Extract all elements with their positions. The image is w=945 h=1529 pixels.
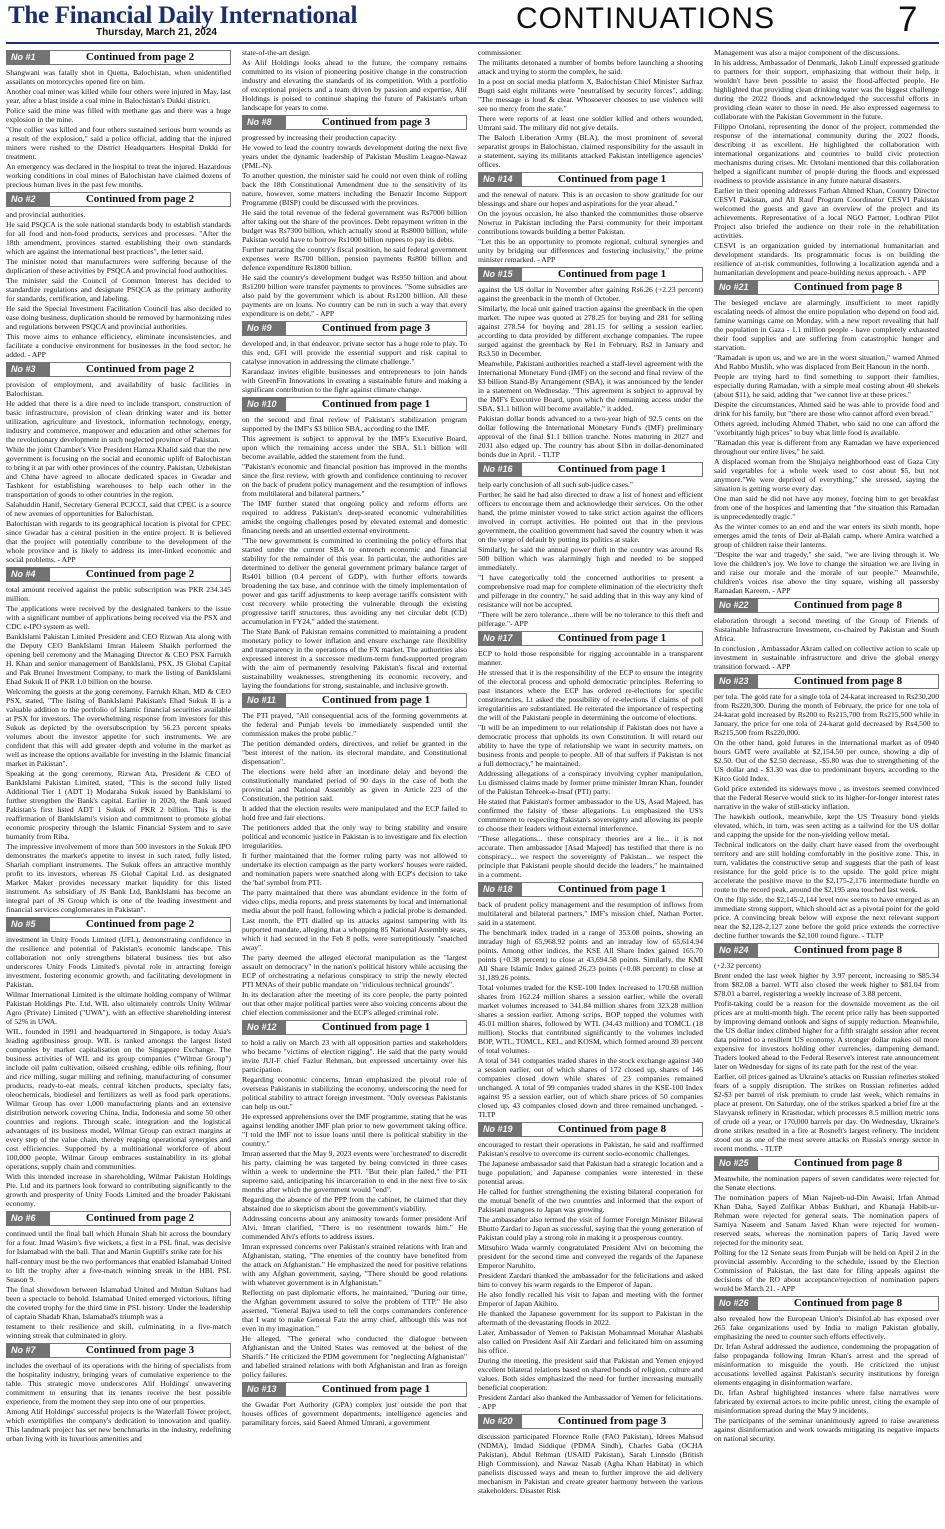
news-story: [6, 917, 231, 1208]
story-number-tag: No #5: [6, 917, 50, 932]
news-story: [478, 882, 703, 1119]
continued-from-label: Continued from page 1: [286, 1020, 467, 1035]
story-paragraph: A total of 341 companies traded shares in the stock exchange against 340 a session earlier, out of which shares of 172 closed up, shares of 146 companies closed down while shares of 23 companies remained unchanged. A total of 99 companies traded shares in the KSE-100 Index against 95 a session earlier, out of which share prices of 50 companies closed up, 43 companies closed down and three remained unchanged. - TLTP: [478, 1056, 703, 1119]
news-story: [6, 50, 231, 189]
story-header: [714, 1156, 939, 1171]
story-paragraph: the Gwadar Port Authority (GPA) complex just outside the port that houses offices of government departments, intelligence agencies and paramilitary forces, said Saeed Ahmed Umrani, a government: [242, 1400, 467, 1427]
story-paragraph: With this intended increase in shareholding, Wilmar Pakistan Holdings Pte. Ltd and its partners look forward to contributing significantly to the growth and prosperity of Unity Foods Limited and the broader Pakistani economy.: [6, 1172, 231, 1208]
story-paragraph: Others agreed, including Ahmed Thabet, who said no one can afford the "exorbitantly high prices" to buy what little food is available.: [714, 419, 939, 437]
news-story: [714, 280, 939, 595]
story-paragraph: Later, Ambassador of Yemen to Pakistan Mohammad Motahar Alashabi also called on President Asif Ali Zardari and felicitated him on assuming his office.: [478, 1328, 703, 1355]
continued-from-label: Continued from page 2: [50, 1211, 231, 1226]
news-story: [478, 1414, 703, 1495]
story-number-tag: No #9: [242, 321, 286, 336]
news-story: [478, 462, 703, 628]
story-paragraph: The petition demanded orders, directives, and relief be granted in the "best interest of the nation, its electoral mandate, and Constitutional dispensation".: [242, 739, 467, 766]
story-paragraph: The benchmark index traded in a range of 353.08 points, showing an intraday high of 65,968.92 points and an intraday low of 65,614.94 points. Among other indices, the KSE All Share Index gained 165.70 points (+0.38 percent) to close at 43,694.58 points. Similarly, the KMI All Share Islamic Index gained 26.23 points (+0.08 percent) to close at 31,189.26 points.: [478, 928, 703, 982]
story-paragraph: Further narrating the country's fiscal position, he said federal government expenses were Rs700 billion, pension payments Rs800 billion and defence expenditure Rs1800 billion.: [242, 245, 467, 272]
story-paragraph: During the meeting, the president said that Pakistan and Yemen enjoyed excellent bilateral relations based on shared bonds of religion, culture and values. Both sides emphasized the need for further increasing mutually beneficial cooperation.: [478, 1356, 703, 1392]
story-paragraph: On the joyous occasion, he also thanked the communities those observe Nowruz in Pakistan including the Parsi community for their important contributions towards building a better Pakistan.: [478, 209, 703, 236]
story-paragraph: In a post on social media platform X, Balochistan Chief Minister Sarfraz Bugti said eight militants were "neutralised by security forces", adding: "The message is loud & clear. Whosoever chooses to use violence will see no mercy from the state.": [478, 77, 703, 113]
story-paragraph: The final showdown between Islamabad United and Multan Sultans had been a spectacle to behold. Islamabad United emerged victorious, lifting the coveted trophy for the third time in PSL history. Under the leadership of captain Shadab Khan, Islamabad's triumph was a: [6, 1285, 231, 1321]
story-paragraph: testament to their resilience and skill, culminating in a five-match winning streak that culminated in glory.: [6, 1322, 231, 1340]
story-header: [6, 362, 231, 377]
story-paragraph: Police said the mine was filled with methane gas and there was a huge explosion in the mine.: [6, 106, 231, 124]
story-number-tag: No #19: [478, 1122, 522, 1137]
news-story: [714, 674, 939, 940]
story-paragraph: He said PSQCA is the sole national standards body to establish standards for all food and non-food products, services and processes. "After the 18th amendment, provinces started establishing their own standards which are against the international best practices", the letter said.: [6, 220, 231, 256]
story-paragraph: Imran expressed concerns over Pakistan's strained relations with Iran and Afghanistan, stating, "The enemies of the country have benefited from the attack on Afghanistan." He emphasized the need for positive relations with any Afghan government, saying, "There should be good relations with whatever government is in Afghanistan.": [242, 1242, 467, 1287]
news-story: [242, 397, 467, 690]
column-3: [478, 48, 703, 1526]
story-header: [6, 917, 231, 932]
story-paragraph: The IMF further stated that ongoing policy and reform efforts are required to address Pakistan's deep-seated economic vulnerabilities amidst the ongoing challenges posed by elevated external and domestic financing needs and an unsettled external environment.: [242, 499, 467, 535]
story-paragraph: Brent ended the last week higher by 3.97 percent, increasing to $85.34 from $82.08 a barrel. WTI also closed the week higher to $81.04 from $78.01 a barrel, registering a weekly increase of 3.88 percent.: [714, 971, 939, 998]
story-header: [242, 1382, 467, 1397]
story-paragraph: As the winter comes to an end and the war enters its sixth month, hope emerges amid the tents of Deir al-Balah camp, where Amira watched a group of children raise their lanterns.: [714, 522, 939, 549]
story-header: [478, 882, 703, 897]
continued-from-label: Continued from page 8: [758, 1296, 939, 1311]
story-paragraph: Meanwhile, the nomination papers of seven candidates were rejected for the Senate elections.: [714, 1174, 939, 1192]
story-header: [478, 631, 703, 646]
story-paragraph: Addressing allegations of a conspiracy involving cypher manipulation, Lu dismissed claims made by former prime minister Imran Khan, founder of the Pakistan Tehreek-e-Insaf (PTI) party.: [478, 769, 703, 796]
story-paragraph: back of prudent policy management and the resumption of inflows from multilateral and bilateral partners," IMF's mission chief, Nathan Porter, said in a statement.: [478, 900, 703, 927]
story-paragraph: He called for further strengthening the existing bilateral cooperation for the mutual benefit of the two countries and informed that the export of Pakistani mangoes to Japan was growing.: [478, 1187, 703, 1214]
story-paragraph: The impressive involvement of more than 500 investors in the Sukuk IPO demonstrates the market's appetite to invest in such rated, fully listed, Shariah compliant instruments. The Sukuk offers an attractive monthly profit to its investors, whereas JS Global Capital Ltd. as designated Market Maker provides necessary market liquidity for this listed instrument. As subsidiary of JS Bank Ltd, BankIslami has become an integral part of JS Group which is one of the leading investment and financial services conglomerates in Pakistan".: [6, 842, 231, 914]
column-2: [242, 48, 467, 1526]
continued-from-label: Continued from page 3: [522, 1414, 703, 1429]
news-story: [242, 1382, 467, 1427]
story-number-tag: No #22: [714, 598, 758, 613]
story-paragraph: President Zardari also thanked the Ambassador of Yemen for felicitations. - APP: [478, 1393, 703, 1411]
story-paragraph: discussion participated Florence Rolle (FAO Pakistan), Idrees Mahsud (NDMA), Imdad Siddique (PDMA Sindh), Charles Gaba (OCHA Pakistan), Abdul Rehman (USAID Pakistan), Sarah Linnsdo (British High Commission), and Nawaz Nasab (Agha Khan Habitat) in which panelists discussed ways and mean to further improve the aid delivery mechanism in Pakistan and create greater harmony between the various stakeholders. Disaster Risk: [478, 1432, 703, 1495]
story-number-tag: No #13: [242, 1382, 286, 1397]
story-number-tag: No #18: [478, 882, 522, 897]
story-paragraph: ECP to hold those responsible for rigging accountable in a transparent manner.: [478, 649, 703, 667]
story-paragraph: Last month, the PTI dialled up its attacks against tampering with its purported mandate, alleging that a whopping 85 National Assembly seats, which it had secured in the Feb 8 polls, were surreptitiously "snatched away".: [242, 916, 467, 952]
story-paragraph: An emergency was declared in the hospital to treat the injured. Hazardous working conditions in coal mines of Balochistan have claimed dozens of precious human lives in the past few months.: [6, 162, 231, 189]
story-paragraph: He said the total revenue of the federal government was Rs7000 billion after taking out the share of the provinces. Debt repayment written in the budget was Rs7300 billion, which actually stood at Rs8000 billion, while Pakistan would have to borrow Rs1000 billion rupees to pay its debts.: [242, 208, 467, 244]
story-header: [478, 462, 703, 477]
story-paragraph: Despite the circumstances, Ahmed said he was able to provide food and drink for his family, but "there are those who cannot afford even bread.": [714, 400, 939, 418]
story-number-tag: No #26: [714, 1296, 758, 1311]
continued-from-label: Continued from page 1: [522, 631, 703, 646]
story-paragraph: progressed by increasing their production capacity.: [242, 133, 397, 142]
story-paragraph: He also fondly recalled his visit to Japan and meeting with the former Emperor of Japan Akihito.: [478, 1290, 703, 1308]
story-paragraph: Addressing concerns about any animosity towards former president Arif Alvi, Imran clarified, "There is no resentment towards him." He commended Alvi's efforts to address issues.: [242, 1214, 467, 1241]
header-rule: [6, 42, 939, 44]
story-paragraph: Dr. Irfan Ashraf highlighted instances where false narratives were fabricated by external actors to incite public unrest, citing the example of misinformation spread during the May 9 incidents.: [714, 1388, 939, 1415]
story-paragraph: It further maintained that the former ruling party was not allowed to undertake its election campaign as the party workers' houses were raided, and nomination papers were snatched along with ECP's decision to take the 'bat' symbol from PTI.: [242, 851, 467, 887]
story-paragraph: Karandaaz invites eligible businesses and entrepreneurs to join hands with GreenFin Innovations in creating a sustainable future and making a significant contribution to the fight against climate change.: [242, 367, 467, 394]
continued-from-label: Continued from page 1: [522, 462, 703, 477]
continued-from-label: Continued from page 2: [50, 567, 231, 582]
news-story: [478, 48, 703, 169]
story-paragraph: President Zardari thanked the ambassador for the felicitations and asked him to convey his warm regards to the Emperor of Japan.: [478, 1271, 703, 1289]
news-story: [6, 567, 231, 914]
story-number-tag: No #14: [478, 172, 522, 187]
story-header: [242, 321, 467, 336]
masthead: [0, 0, 945, 44]
story-paragraph: Earlier, oil prices gained as Ukraine's attacks on Russian refineries stoked fears of a supply disruption. The strikes on Russian refineries added $2-$3 per barrel of risk premium to crude last week, which remains in place at present. On Saturday, one of the strikes sparked a brief fire at the Slavyansk refinery in Krasnodar, which processes 8.5 million metric tons of crude oil a year, or 170,000 barrels per day. On Wednesday, Ukraine's drone strikes resulted in a fire at Rosneft's largest refinery. The incident stood out as one of the most severe attacks on Russia's energy sector in recent months. - TLTP: [714, 1072, 939, 1153]
story-paragraph: "Ramadan this year is different from any Ramadan we have experienced throughout our entire lives," he said.: [714, 438, 939, 456]
story-paragraph: and the renewal of nature. This is an occasion to show gratitude for our blessings and share our hopes and aspirations for the year ahead.": [478, 190, 703, 208]
story-paragraph: investment in Unity Foods Limited (UFL), demonstrating confidence in the resilience and potential of Pakistan's economic landscape. This collaboration not only strengthens bilateral business ties but also underscores Unity Foods Limited's pivotal role in attracting foreign investment, fostering economic growth, and facilitating development in Pakistan.: [6, 935, 231, 989]
story-paragraph: There were reports of at least one soldier killed and others wounded, Umrani said. The military did not give details.: [478, 114, 703, 132]
news-story: [478, 1122, 703, 1411]
story-paragraph: Management was also a major component of the discussions.: [714, 48, 900, 57]
story-paragraph: help early conclusion of all such sub-judice cases.": [478, 480, 633, 489]
issue-date: Thursday, March 21, 2024: [96, 27, 217, 38]
story-paragraph: He expressed apprehensions over the IMF programme, stating that he was against lending another IMF plan prior to new government taking office. "I told the IMF not to issue loans until there is political stability in the country.": [242, 1112, 467, 1148]
news-story: [714, 1296, 939, 1443]
story-number-tag: No #7: [6, 1343, 50, 1358]
story-paragraph: also revealed how the European Union's DisinfoLab has exposed over 265 fake organizations used by India to malign Pakistan globally, emphasizing the need to counter such efforts effectively.: [714, 1314, 939, 1341]
story-paragraph: developed and, in that endeavor, private sector has a huge role to play. To this end, GFI will provide the essential support and risk capital to catalyse innovation in addressing the climate challenge.": [242, 339, 467, 366]
story-header: [478, 1414, 703, 1429]
continued-from-label: Continued from page 2: [50, 192, 231, 207]
continued-from-label: Continued from page 1: [286, 397, 467, 412]
story-header: [478, 267, 703, 282]
story-header: [6, 1343, 231, 1358]
story-number-tag: No #4: [6, 567, 50, 582]
news-story: [478, 267, 703, 459]
story-paragraph: "There will be zero tolerance...there will be no tolerance to this theft and pilferage."- APP: [478, 610, 703, 628]
story-paragraph: The State Bank of Pakistan remains committed to maintaining a prudent monetary policy to lower inflation and ensure exchange rate flexibility and transparency in the operations of the FX market. The authorities also expressed interest in a successor medium-term fund-supported program with the aim of permanently resolving Pakistan's fiscal and external sustainability weaknesses, strengthening its economic recovery, and laying the foundations for strong, sustainable, and inclusive growth.: [242, 627, 467, 690]
continued-from-label: Continued from page 3: [50, 1343, 231, 1358]
story-paragraph: total amount received against the public subscription was PKR 234.345 million.: [6, 585, 231, 603]
story-header: [242, 397, 467, 412]
story-paragraph: commissioner.: [478, 48, 523, 57]
news-story: [714, 48, 939, 277]
story-paragraph: The militants detonated a number of bombs before launching a shooting attack and trying to storm the complex, he said.: [478, 58, 703, 76]
story-paragraph: The party deemed the alleged electoral manipulation as the "largest assault on democracy" in the nation's political history while accusing the ECP of orchestrating a nefarious conspiracy to strip the newly elected PTI MNAs of their public mandate on "ridiculous technical grounds".: [242, 953, 467, 989]
story-header: [714, 943, 939, 958]
story-paragraph: A displaced woman from the Shujaiya neighborhood east of Gaza City said vegetables for a whole week used to cost about $5, but not anymore."We were deprived of everything," she stressed, saying the situation is getting worse every day.: [714, 457, 939, 493]
story-paragraph: The minister noted that manufacturers were suffering because of the duplication of these activities by PSQCA and provincial food authorities.: [6, 257, 231, 275]
story-paragraph: Among Alif Holdings' successful projects is the Waterfall Tower project, which exemplifies the company's dedication to innovation and quality. This landmark project has set new benchmarks in the industry, redefining urban living with its luxurious amenities and: [6, 1407, 231, 1443]
story-header: [714, 280, 939, 295]
story-paragraph: Gold price extended its sideways move , as investors seemed convinced that the Federal Reserve would stick to its higher-for-longer interest rates narrative in the wake of still-sticky inflation.: [714, 784, 939, 811]
news-story: [714, 943, 939, 1153]
story-paragraph: He alleged, "The general who conducted the dialogue between Afghanistan and the United States was removed at the behest of the Sharifs." He criticized the PDM government for "neglecting Afghanistan" and labelled strained relations with both Afghanistan and Iran as foreign policy failures.: [242, 1334, 467, 1379]
story-paragraph: to hold a rally on March 23 with all opposition parties and stakeholders who became "victims of election rigging". He said that the party would invite JUI-F chief Fazlur Rehman, but expressed uncertainty over his participation.: [242, 1038, 467, 1074]
story-paragraph: The petitioners added that the only way to bring stability and ensure political and economic justice in Pakistan is to investigate and fix election irregularities.: [242, 823, 467, 850]
section-title: CONTINUATIONS: [516, 2, 776, 35]
story-header: [714, 1296, 939, 1311]
continued-from-label: Continued from page 1: [286, 1382, 467, 1397]
story-paragraph: People are trying hard to find something to support their families, especially during Ramadan, with a simple meal costing about 40 shekels (about $11), he said, adding that "we cannot live at these prices.": [714, 372, 939, 399]
news-story: [478, 172, 703, 264]
continued-from-label: Continued from page 2: [50, 362, 231, 377]
story-header: [714, 674, 939, 689]
story-paragraph: Filippo Ortolani, representing the donor of the project, commended the response of the international community during the 2022 floods, describing it as excellent. He highlighted the collaboration with international organizations and countries to build civic protection mechanisms during crises. Mr. Ortolani mentioned that this collaboration helped a significant number of people during the floods and expressed readiness to provide assistance in any future natural disasters.: [714, 122, 939, 185]
story-paragraph: "I have categorically told the concerned authorities to present a comprehensive road map for complete elimination of the electricity theft and pilferage in the country," he said adding that in this way any kind of resistance will not be accepted.: [478, 573, 703, 609]
story-paragraph: The participants of the seminar unanimously agreed to raise awareness against disinformation and work towards mitigating its negative impacts on national security.: [714, 1416, 939, 1443]
story-paragraph: The besieged enclave are alarmingly insufficient to meet rapidly escalating needs of almost the entire population who depend on food aid, famine warnings came on Monday, with a new report revealing that half the population in Gaza - 1.1 million people - have completely exhausted their food supplies and are suffering from catastrophic hunger and starvation.: [714, 298, 939, 352]
story-paragraph: The minister said the Council of Common Interest has decided to standardize regulations and designate PSQCA as the primary authority for standards, certification, and labeling.: [6, 276, 231, 303]
story-paragraph: Pakistan dollar bonds advanced to a two-year high of 92.5 cents on the dollar following the International Monetary Fund's (IMF) preliminary approval of the final $1.1 billion tranche. Notes maturing in 2027 and 2031 also edged up. The country has about $1bn in dollar-denominated bonds due in April. - TLTP: [478, 414, 703, 459]
news-story: [478, 631, 703, 879]
story-number-tag: No #16: [478, 462, 522, 477]
story-paragraph: Profit-taking could be a reason for the downside movement as the oil prices are at multi-month high. The recent price rally has been supported by improving demand outlook and signs of supply reduction. Meanwhile, the US dollar index climbed higher for a fifth straight session after recent data pointed to a resilient US economy. A stronger dollar makes oil more expensive for investors holding other currencies, dampening demand. Traders looked ahead to the Federal Reserve's interest rate announcement later on Wednesday for signs of its rate path for the rest of the year.: [714, 999, 939, 1071]
story-paragraph: He stressed that it is the responsibility of the ECP to ensure the integrity of the electoral process and uphold democratic principles. Referring to past instances where the ECP has ordered re-elections for specific constituencies, Lt asked the possibility of re-elections if claims of poll irregularities are substantiated. He reiterated the importance of respecting the will of the Pakistani people in determining the outcome of elections.: [478, 668, 703, 722]
story-paragraph: (+2.32 percent): [714, 961, 761, 970]
story-paragraph: Wilmar International Limited is the ultimate holding company of Wilmar Pakistan Holdings Pte. Ltd. WIL also ultimately controls Unity Wilmar Agro (Private) Limited ("UWA"), with an effective shareholding interest of 52% in UWA.: [6, 990, 231, 1026]
story-paragraph: The elections were held after an inordinate delay and beyond the constitutionally mandated period of 90 days in the case of both the provincial and National Assembly as given in Article 223 of the Constitution, the petition said.: [242, 767, 467, 803]
news-story: [6, 192, 231, 359]
continued-from-label: Continued from page 2: [50, 50, 231, 65]
story-number-tag: No #12: [242, 1020, 286, 1035]
story-paragraph: He said the country's development budget was Rs950 billion and about Rs1200 billion were transfer payments to provinces. "Some subsidies are also paid by the government which is about Rs1200 billion. All these payments are on loans. No country can be run in such a way that every expenditure is on debt," - APP: [242, 273, 467, 318]
continued-from-label: Continued from page 1: [286, 693, 467, 708]
story-paragraph: The Baloch Liberation Army (BLA), the most prominent of several separatist groups in Balochistan, claimed responsibility for the assault in a statement, saying its militants attacked Pakistan intelligence agencies' offices.: [478, 133, 703, 169]
story-header: [714, 598, 939, 613]
news-story: [6, 362, 231, 564]
story-paragraph: encouraged to restart their operations in Pakistan, he said and reaffirmed Pakistan's resolve to overcome its current socio-economic challenges.: [478, 1140, 703, 1158]
continued-from-label: Continued from page 1: [522, 882, 703, 897]
story-header: [242, 693, 467, 708]
story-number-tag: No #15: [478, 267, 522, 282]
story-header: [6, 192, 231, 207]
continued-from-label: Continued from page 8: [758, 280, 939, 295]
story-paragraph: This move aims to enhance efficiency, eliminate inconsistencies, and facilitate a conducive environment for businesses in the food sector, he added. - APP: [6, 332, 231, 359]
story-number-tag: No #24: [714, 943, 758, 958]
story-paragraph: Similarly, the local unit gained traction against the greenback in the open market. The rupee was quoted at 278.25 for buying and 281 for selling against 278.54 for buying and 281.15 for selling a session earlier, according to data provided by different exchange companies. The rupee surged against the greenback by Re1 in February, Rs2 in January and Rs3.50 in December.: [478, 304, 703, 358]
story-paragraph: WIL, founded in 1991 and headquartered in Singapore, is today Asia's leading agribusiness group. WIL is ranked amongst the largest listed companies by market capitalisation on the Singapore Exchange. The business activities of WIL and its group companies ("Wilmar Group") include oil palm cultivation, oilseed crushing, edible oils refining, flour and rice milling, sugar milling and refining, manufacturing of consumer products, ready-to-eat meals, central kitchen products, specialty fats, oleochemicals, biodiesel and fertilizers as well as food park operations. Wilmar Group has over 1,000 manufacturing plants and an extensive distribution network covering China, India, Indonesia and some 50 other countries and regions. Through scale, integration and the logistical advantages of its business model, Wilmar Group can extract margins at every step of the value chain, thereby reaping operational synergies and cost efficiencies. Supported by a multinational workforce of about 100,000 people, Wilmar Group embraces sustainability in its global operations, supply chain and communities.: [6, 1027, 231, 1171]
story-number-tag: No #6: [6, 1211, 50, 1226]
story-paragraph: He thanked the Japanese government for its support to Pakistan in the aftermath of the devastating floods in 2022.: [478, 1309, 703, 1327]
story-paragraph: Dr. Irfan Ashraf addressed the audience, condemning the propagation of false propaganda following Imran Khan's arrest and the spread of misinformation to misguide the youth. He criticized the unjust accusations levelled against Pakistan's security institutions by foreign elements engaging in disinformation warfare.: [714, 1342, 939, 1387]
news-story: [242, 48, 467, 112]
news-story: [714, 1156, 939, 1293]
story-paragraph: Similarly, he said the annual power theft in the country was around Rs 500 billion which was alarmingly high and needed to be stopped immediately.: [478, 545, 703, 572]
story-paragraph: against the US dollar in November after gaining Rs6.26 (+2.23 percent) against the greenback in the month of October.: [478, 285, 703, 303]
story-paragraph: To another question, the minister said he could not even think of rolling back the 18th Constitutional Amendment due to the sensitivity of its nature, however, some matters including the Benazir Income Support Programme (BISP) could be discussed with the provinces.: [242, 171, 467, 207]
story-paragraph: Shangwani was fatally shot in Quetta, Balochistan, when unidentified assailants on motorcycles opened fire on him.: [6, 68, 231, 86]
story-paragraph: The nomination papers of Mian Najeeb-ud-Din Awaisi, Irfan Ahmad Khan Daha, Sayed Zulfikar Abbas Bukhari, and Khanaja Habib-ur-Rehman were rejected for general seats. The nomination papers of Samiya Naseem and Sanam Javed Khan were rejected for women-reserved seats, whereas the nomination papers of Tariq Javed were rejected for the minority seat.: [714, 1193, 939, 1247]
story-paragraph: includes the overhaul of its operations with the hiring of specialists from the hospitality industry, bringing years of cumulative experience to the table. This strategic move underscores Alif Holdings' unwavering commitment to ensuring that its tenants receive the best possible experience, from the moment they step into one of our properties.: [6, 1361, 231, 1406]
story-paragraph: on the second and final review of Pakistan's stabilization program supported by the IMF's $3 billion SBA, according to the IMF.: [242, 415, 467, 433]
story-paragraph: Reflecting on past diplomatic efforts, he maintained, "During our time, the Afghan government assured to solve the problem of TTP." He also asserted, "General Bajwa used to tell the corps commanders conference that I want to make General Faiz the army chief, although this was not even in my imagination.": [242, 1288, 467, 1333]
story-paragraph: Total volumes traded for the KSE-100 Index increased to 170.68 million shares from 162.24 million shares a session earlier, while the overall market volumes increased to 341.84 million shares from 323.28 million shares a session earlier. Among scrips, BOP topped the volumes with 45.01 million shares, followed by WTL (34.43 million) and TOMCL (18 million). Stocks that contributed significantly to the volumes included BOP, WTL, TOMCL, KEL, and KOSM, which formed around 39 percent of total volumes.: [478, 983, 703, 1055]
story-paragraph: This agreement is subject to approval by the IMF's Executive Board, upon which the remaining access under the SBA, $1.1 billion will become available, added the statement from the fund.: [242, 434, 467, 461]
story-paragraph: Balochistan with regards to its geographical location is pivotal for CPEC since Gwadar has a central position in the entire project. It is believed that the project will potentially contribute to the development of the whole province and is likely to address its inter-linked economic and social problems. - APP: [6, 519, 231, 564]
continued-from-label: Continued from page 8: [758, 943, 939, 958]
story-number-tag: No #2: [6, 192, 50, 207]
story-paragraph: Earlier in their opening addresses Farhan Ahmed Khan, Country Director CESVI Pakistan, and Ali Rauf Program Coordinator CESVI Pakistan welcomed the guests and gave an overview of the project and its achievements. Representative of a local NGO Partner, Lodhran Pilot Project also briefed the audience on their role in the rehabilitation activities.: [714, 186, 939, 240]
story-header: [478, 172, 703, 187]
story-paragraph: While the joint Chamber's Vice President Hamza Khalid said that the new government is focusing on the social and economic uplift of Balochistan to bring it at par with other provinces of the country. Pakistan, Uzbekistan and China have agreed to allocate dedicated spaces in Gwadar and Tashkent for establishing warehouses to help each other in the transportation of goods to other countries in the region.: [6, 445, 231, 499]
story-paragraph: "The new government is committed to continuing the policy efforts that started under the current SBA to entrench economic and financial stability for the remainder of this year. In particular, the authorities are determined to deliver the general government primary balance target of Rs401 billion (0.4 percent of GDP), with further efforts towards broadening the tax base, and continue with the timely implementation of power and gas tariff adjustments to keep average tariffs consistent with cost recovery while protecting the vulnerable through the existing progressive tariff structures, thus avoiding any net circular debt (CD) accumulation in FY24," added the statement.: [242, 536, 467, 626]
story-number-tag: No #3: [6, 362, 50, 377]
newspaper-logo[interactable]: The Financial Daily International: [8, 2, 358, 29]
story-paragraph: He said the Special Investment Facilitation Council has also decided to ease doing business, duplication should be removed by harmonizing rules and regulations between PSQCA and provincial authorities.: [6, 304, 231, 331]
column-1: [6, 48, 231, 1526]
continued-from-label: Continued from page 8: [758, 598, 939, 613]
story-paragraph: Regarding economic concerns, Imran emphasized the pivotal role of overseas Pakistanis in stabilizing the economy, underscoring the need for political stability to attract foreign investment. "Only overseas Pakistanis can help us out.": [242, 1075, 467, 1111]
story-paragraph: In conclusion , Ambassador Akram called on collective action to scale up investment in sustainable infrastructure and drive the global energy transition forward. - APP: [714, 644, 939, 671]
story-paragraph: "It will be an impediment to our relationship if Pakistan does not have a democratic process that upholds its own Constitution. It will retard our ability to have the type of relationship we want in security matters, on business fronts and people to people. All of that suffers if Pakistan is not a full democracy," he maintained.: [478, 723, 703, 768]
story-paragraph: The PTI prayed, "All consequential acts of the forming governments at the federal and Punjab levels be immediately suspended until the commission makes the probe public.": [242, 711, 467, 738]
story-paragraph: Imran asserted that the May 9, 2023 events were 'orchestrated' to discredit his party, claiming he was targeted by being convicted in three cases within a week to undermine the PTI. "But their plan failed," the PTI supremo said, anticipating his incarceration to end in the next five to six months after which the government would "end".: [242, 1149, 467, 1194]
continued-from-label: Continued from page 8: [522, 1122, 703, 1137]
news-story: [714, 598, 939, 671]
news-story: [242, 115, 467, 318]
story-paragraph: Further, he said he had also directed to draw a list of honest and efficient officers to encourage them and acknowledge their services. On the other hand, the prime minister vowed to take strict action against the officers involved in corrupt activities. He pointed out that in the previous government, the coalition government had saved the country when it was on the verge of default by putting its politics at stake.: [478, 490, 703, 544]
story-paragraph: "Ramadan is upon us, and we are in the worst situation," warned Ahmed Abd Rabbo Muslih, who was displaced from Beit Hanoun in the north.: [714, 353, 939, 371]
story-paragraph: "These allegations... these conspiracy theories are a lie... it is not accurate. Then ambassador [Asad Majeed] has testified that there is no conspiracy... we respect the sovereignty of Pakistan... we respect the principle that Pakistani people should decide the leaders," he maintained in a comment.: [478, 834, 703, 879]
news-story: [242, 321, 467, 394]
story-paragraph: Mitsuhiro Wada warmly congratulated President Alvi on becoming the president for the second time and conveyed the regards of the Japanese Emperor Naruhito.: [478, 1243, 703, 1270]
story-header: [242, 1020, 467, 1035]
continued-from-label: Continued from page 8: [758, 674, 939, 689]
news-story: [242, 1020, 467, 1379]
story-paragraph: and provincial authorities.: [6, 210, 86, 219]
story-paragraph: As Alif Holdings looks ahead to the future, the company remains committed to its vision of pioneering positive change in the construction industry and elevating the standards of its competition. With a portfolio of exceptional projects and a team driven by passion and expertise, Alif Holdings is poised to continue shaping the future of Pakistan's urban landscape for years to come.: [242, 58, 467, 112]
story-paragraph: In its declaration after the meeting of its core people, the party pointed out that other major political parties were also voicing concerns about the chief election commissioner and the ECP's alleged criminal role.: [242, 990, 467, 1017]
story-header: [478, 1122, 703, 1137]
story-paragraph: Welcoming the guests at the gong ceremony, Farrukh Khan, MD & CEO PSX, stated, "The listing of BankIslami Pakistan's Ehad Sukuk II is a valuable addition to the portfolio of Islamic financial securities available at PSX for investors. The overwhelming response from investors for this Sukuk as depicted by the oversubscription by 56.23 percent speaks volumes about the investor appetite for such instruments. We are confident that this will add greater depth and volume in the market as well as increase the options available for investing in the Islamic financial market in Pakistan".: [6, 687, 231, 768]
story-number-tag: No #25: [714, 1156, 758, 1171]
continued-from-label: Continued from page 8: [758, 1156, 939, 1171]
continued-from-label: Continued from page 1: [522, 172, 703, 187]
story-number-tag: No #8: [242, 115, 286, 130]
column-4: [714, 48, 939, 1526]
story-paragraph: One man said he did not have any money, forcing him to get breakfast from one of the hospices and lamenting that "the situation this Ramadan is unprecedentedly tragic.": [714, 494, 939, 521]
story-header: [242, 115, 467, 130]
story-paragraph: In his address, Ambassador of Denmark, Jakob Linulf expressed gratitude to partners for their support, emphasizing that without their help, it wouldn't have been possible to assist the flood-affected people. He highlighted that providing clean drinking water was the biggest challenge during the 2022 floods and acknowledged the successful efforts in providing clean water to those in need. He also expressed eagerness to collaborate with the Pakistan Government in the future.: [714, 58, 939, 121]
story-header: [6, 567, 231, 582]
story-header: [6, 1211, 231, 1226]
story-paragraph: provision of employment, and availability of basic facilities in Balochistan.: [6, 380, 231, 398]
story-paragraph: Technical indicators on the daily chart have eased from the overbought territory and are still holding comfortably in the positive zone. This, in turn, validates the constructive setup and suggests that the path of least resistance for the gold price is to the upside. The gold price might accelerate the positive move to the $2,175-2,176 intermediate hurdle en route to the record peak, around the $2,195 area touched last week.: [714, 840, 939, 894]
story-number-tag: No #10: [242, 397, 286, 412]
page-number: 7: [898, 0, 918, 39]
story-paragraph: half-century must be the two performances that enabled Islamabad United to lift the trophy after a five-match winning streak in the HBL PSL Season 9.: [6, 1257, 231, 1284]
continued-from-label: Continued from page 1: [522, 267, 703, 282]
story-paragraph: He vowed to lead the country towards development during the next five years under the dynamic leadership of Pakistan Muslim League-Nawaz (PML-N).: [242, 143, 467, 170]
story-paragraph: Polling for the 12 Senate seats from Punjab will be held on April 2 in the provincial assembly. According to the schedule, issued by the Election Commission of Pakistan, the last date for filing appeals against the decisions of the RO about acceptance/rejection of nomination papers would be March 21. - APP: [714, 1248, 939, 1293]
story-paragraph: Speaking at the gong ceremony, Rizwan Ata, President & CEO of BankIslami Pakistan Limited, stated, "This is the second fully listed Additional Tier 1 (ADT 1) Modaraba Sukuk issued by BankIslami to further strengthen the Bank's capital. Earlier in 2020, the Bank issued Pakistan's first listed ADT 1 Sukuk of PKR 2 billion. This is the reaffirmation of BankIslami's vision and commitment to promote global economic prosperity through the Islamic Financial System and to save humanity from Riba.: [6, 769, 231, 841]
news-columns: [6, 48, 939, 1526]
story-number-tag: No #23: [714, 674, 758, 689]
story-paragraph: "Let this be an opportunity to promote regional, cultural synergies and unity by bridging our differences and fostering inclusivity," the prime minister remarked. - APP: [478, 237, 703, 264]
story-paragraph: Another coal miner was killed while four others were injured in May, last year, after a blast inside a coal mine in Balochistan's Dukki district.: [6, 87, 231, 105]
news-story: [6, 1211, 231, 1340]
story-paragraph: "Pakistan's economic and financial position has improved in the months since the first review, with growth and confidence continuing to recover on the back of prudent policy management and the resumption of inflows from multilateral and bilateral partners.": [242, 462, 467, 498]
continued-from-label: Continued from page 3: [286, 115, 467, 130]
story-paragraph: elaboration through a second meeting of the Group of Friends of Sustainable Infrastructure Investment, co-chaired by Pakistan and South Africa.: [714, 616, 939, 643]
story-paragraph: He added that there is a dire need to include transport, construction of basic infrastructure, provision of clean drinking water and its better utilization, agriculture and livestock, information technology, energy, industry and commerce, manpower and education and other schemes for the revolutionary development in such neglected province of Pakistan.: [6, 399, 231, 444]
story-paragraph: The party maintained that there was abundant evidence in the form of video clips, media reports, and press statements by local and international media about the poll fraud, following which a judicial probe is demanded.: [242, 888, 467, 915]
story-paragraph: He stated that Pakistan's former ambassador to the US, Asad Majeed, has confirmed the falsity of these allegations. Lu emphasized the US's commitment to respecting Pakistan's sovereignty and allowing its people to choose their leaders without external interference.: [478, 797, 703, 833]
story-number-tag: No #11: [242, 693, 286, 708]
news-story: [6, 1343, 231, 1443]
story-number-tag: No #21: [714, 280, 758, 295]
continued-from-label: Continued from page 2: [50, 917, 231, 932]
story-paragraph: Salahuddin Hanif, Secretary General PCJCCI, said that CPEC is a source of new avenues of opportunities for Balochistan.: [6, 500, 231, 518]
news-story: [242, 693, 467, 1017]
story-paragraph: The applications were received by the designated bankers to the issue with a significant number of applications being received via the PSX and CDC e-IPO system as well.: [6, 604, 231, 631]
story-paragraph: The Japanese ambassador said that Pakistan had a strategic location and a huge population, and Japanese companies were interested in these potential areas.: [478, 1159, 703, 1186]
story-number-tag: No #20: [478, 1414, 522, 1429]
story-paragraph: Regarding the absence of the PPP from the cabinet, he claimed that they abstained due to skepticism about the government's viability.: [242, 1195, 467, 1213]
story-paragraph: per tola. The gold rate for a single tola of 24-karat increased to Rs230,200 from Rs220,300. During the month of February, the price for one tola of 24-karat gold increased by Rs200 to Rs215,700 from Rs215,500 while in January, the price for one tola of 24-karat gold decreased by Rs4,500 to Rs215,500 from Rs220,000.: [714, 692, 939, 737]
story-paragraph: The ambassador also termed the visit of former Foreign Minister Bilawal Bhutto Zardari to Japan as successful, saying that the young generation of Pakistan could play a strong role in making it a prosperous country.: [478, 1215, 703, 1242]
story-paragraph: "Despite the war and tragedy," she said, "we are living through it. We love the children's joy. We love to change the situation we are living in and raise our morale and the morale of our people." Meanwhile, children's voices rise above the tiny square, wishing all passersby Ramadan Kareem. - APP: [714, 550, 939, 595]
story-paragraph: continued until the final ball which Hunain Shah hit across the boundary for a four. Imad Wasim's five wickets, a first in a PSL final, was decisive for Islamabad with the ball. That and Martin Guptill's strike rate for his: [6, 1229, 231, 1256]
story-paragraph: On the other hand, gold futures in the international market as of 0940 hours GMT were available at $2,154.50 per ounce, showing a dip of $2.50. Out of the $2.50 decrease, -$5.80 was due to strengthening of the US dollar and - $3.30 was due to predominant buyers, according to the Kitco Gold Index.: [714, 738, 939, 783]
story-number-tag: No #1: [6, 50, 50, 65]
story-paragraph: state-of-the-art design.: [242, 48, 311, 57]
story-header: [6, 50, 231, 65]
story-paragraph: "One collier was killed and four others sustained serious burn wounds as a result of the explosion," said a police official, adding that the injured miners were rushed to the District Headquarters Hospital Dukki for treatment.: [6, 125, 231, 161]
continued-from-label: Continued from page 3: [286, 321, 467, 336]
story-paragraph: BankIslami Pakistan Limited President and CEO Rizwan Ata along with the Deputy CEO BankIslami Imran Haleem Shaikh performed the opening bell ceremony and the Managing Director & CEO PSX Farrukh H. Khan and senior management of BankIslami, PSX, JS Global Capital and Pak Brunei Investment Company, to mark the listing of BankIslami Ehad Sukuk II of PKR 1.0 billion on the bourse.: [6, 632, 231, 686]
story-paragraph: It added that the election results were manipulated and the ECP failed to hold free and fair elections.: [242, 804, 467, 822]
story-paragraph: Meanwhile, Pakistani authorities reached a staff-level agreement with the International Monetary Fund (IMF) on the second and final review of the $3 billion Stand-By Arrangement (SBA), it was announced by the lender in a statement on Wednesday. "This agreement is subject to approval by the IMF's Executive Board, upon which the remaining access under the SBA, $1.1 billion will become available," it added.: [478, 359, 703, 413]
story-number-tag: No #17: [478, 631, 522, 646]
story-paragraph: On the flip side, the $2,145-2,144 level now seems to have emerged as an immediate strong support, which should act as a pivotal point for the gold price. A convincing break below will expose the next relevant support near the $2,128-2,127 zone before the gold price extends the corrective decline further towards the $2,100 round figure. - TLTP: [714, 895, 939, 940]
story-paragraph: The hawkish outlook, meanwhile, kept the US Treasury bond yields elevated, which, in turn, was seen acting as a tailwind for the US dollar and capping the upside for the non-yielding yellow metal.: [714, 812, 939, 839]
story-paragraph: CESVI is an organization guided by international humanitarian and development standards. Its programmatic focus is on building the resilience of at-risk communities, following a localization agenda and a humanitarian development and peace-building nexus approach. - APP: [714, 241, 939, 277]
